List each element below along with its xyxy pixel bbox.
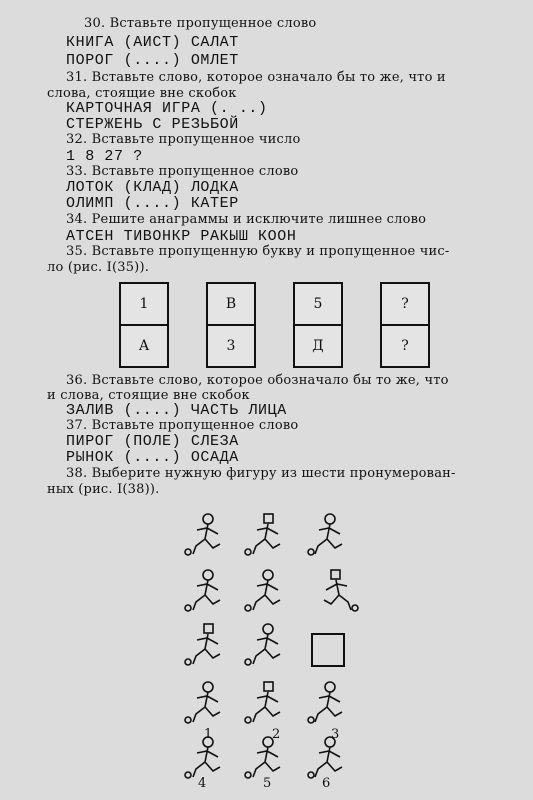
box-3-bottom: Д	[312, 337, 324, 354]
square-head-figure-icon	[305, 568, 361, 616]
question-38: 38. Выберите нужную фигуру из шести пронумерован-	[66, 466, 456, 481]
question-34: 34. Решите анаграммы и исключите лишнее слово	[66, 212, 427, 227]
figure-35-box-1	[119, 282, 169, 368]
figure-35-box-2	[206, 282, 256, 368]
square-head-figure-icon	[243, 512, 299, 560]
round-head-figure-icon	[305, 512, 361, 560]
task-31-row-2: СТЕРЖЕНЬ С РЕЗЬБОЙ	[66, 116, 239, 133]
round-head-figure-icon	[305, 735, 361, 783]
task-31-row-1: КАРТОЧНАЯ ИГРА (. ..)	[66, 100, 268, 117]
round-head-figure-icon	[243, 568, 299, 616]
task-37-row-1: ПИРОГ (ПОЛЕ) СЛЕЗА	[66, 433, 239, 450]
question-35: 35. Вставьте пропущенную букву и пропущенное чис-	[66, 244, 450, 259]
question-36-cont: и слова, стоящие вне скобок	[47, 388, 250, 403]
task-33-row-1: ЛОТОК (КЛАД) ЛОДКА	[66, 179, 239, 196]
question-31-cont: слова, стоящие вне скобок	[47, 86, 237, 101]
box-4-bottom: ?	[401, 337, 409, 354]
round-head-figure-icon	[183, 512, 239, 560]
task-32-row: 1 8 27 ?	[66, 148, 143, 165]
square-head-figure-icon	[183, 622, 239, 670]
box-2-bottom: 3	[226, 337, 236, 354]
task-33-row-2: ОЛИМП (....) КАТЕР	[66, 195, 239, 212]
question-30: 30. Вставьте пропущенное слово	[84, 16, 317, 31]
question-38-cont: ных (рис. I(38)).	[47, 482, 160, 497]
question-32: 32. Вставьте пропущенное число	[66, 132, 301, 147]
round-head-figure-icon	[243, 622, 299, 670]
figure-option-number: 5	[263, 776, 272, 791]
question-35-cont: ло (рис. I(35)).	[47, 260, 150, 275]
empty-answer-square	[311, 633, 345, 667]
square-head-figure-icon	[243, 680, 299, 728]
box-1-bottom: А	[138, 337, 150, 354]
question-37: 37. Вставьте пропущенное слово	[66, 418, 299, 433]
box-1-top: 1	[121, 284, 167, 326]
round-head-figure-icon	[305, 680, 361, 728]
box-3-top: 5	[295, 284, 341, 326]
round-head-figure-icon	[183, 680, 239, 728]
task-37-row-2: РЫНОК (....) ОСАДА	[66, 449, 239, 466]
figure-option-number: 1	[204, 727, 213, 742]
task-36-row: ЗАЛИВ (....) ЧАСТЬ ЛИЦА	[66, 402, 287, 419]
box-2-top: В	[208, 284, 254, 326]
question-31: 31. Вставьте слово, которое означало бы то же, что и	[66, 70, 446, 85]
figure-35-box-4	[380, 282, 430, 368]
box-4-top: ?	[382, 284, 428, 326]
question-36: 36. Вставьте слово, которое обозначало бы то же, что	[66, 373, 449, 388]
figure-option-number: 6	[322, 776, 331, 791]
figure-35-box-3	[293, 282, 343, 368]
figure-option-number: 3	[331, 727, 340, 742]
question-33: 33. Вставьте пропущенное слово	[66, 164, 299, 179]
round-head-figure-icon	[183, 568, 239, 616]
task-34-row: АТСЕН ТИВОНКР РАКЫШ КООН	[66, 228, 297, 245]
figure-option-number: 2	[272, 727, 281, 742]
task-30-row-2: ПОРОГ (....) ОМЛЕТ	[66, 52, 239, 69]
task-30-row-1: КНИГА (АИСТ) САЛАТ	[66, 34, 239, 51]
round-head-figure-icon	[183, 735, 239, 783]
figure-option-number: 4	[198, 776, 207, 791]
